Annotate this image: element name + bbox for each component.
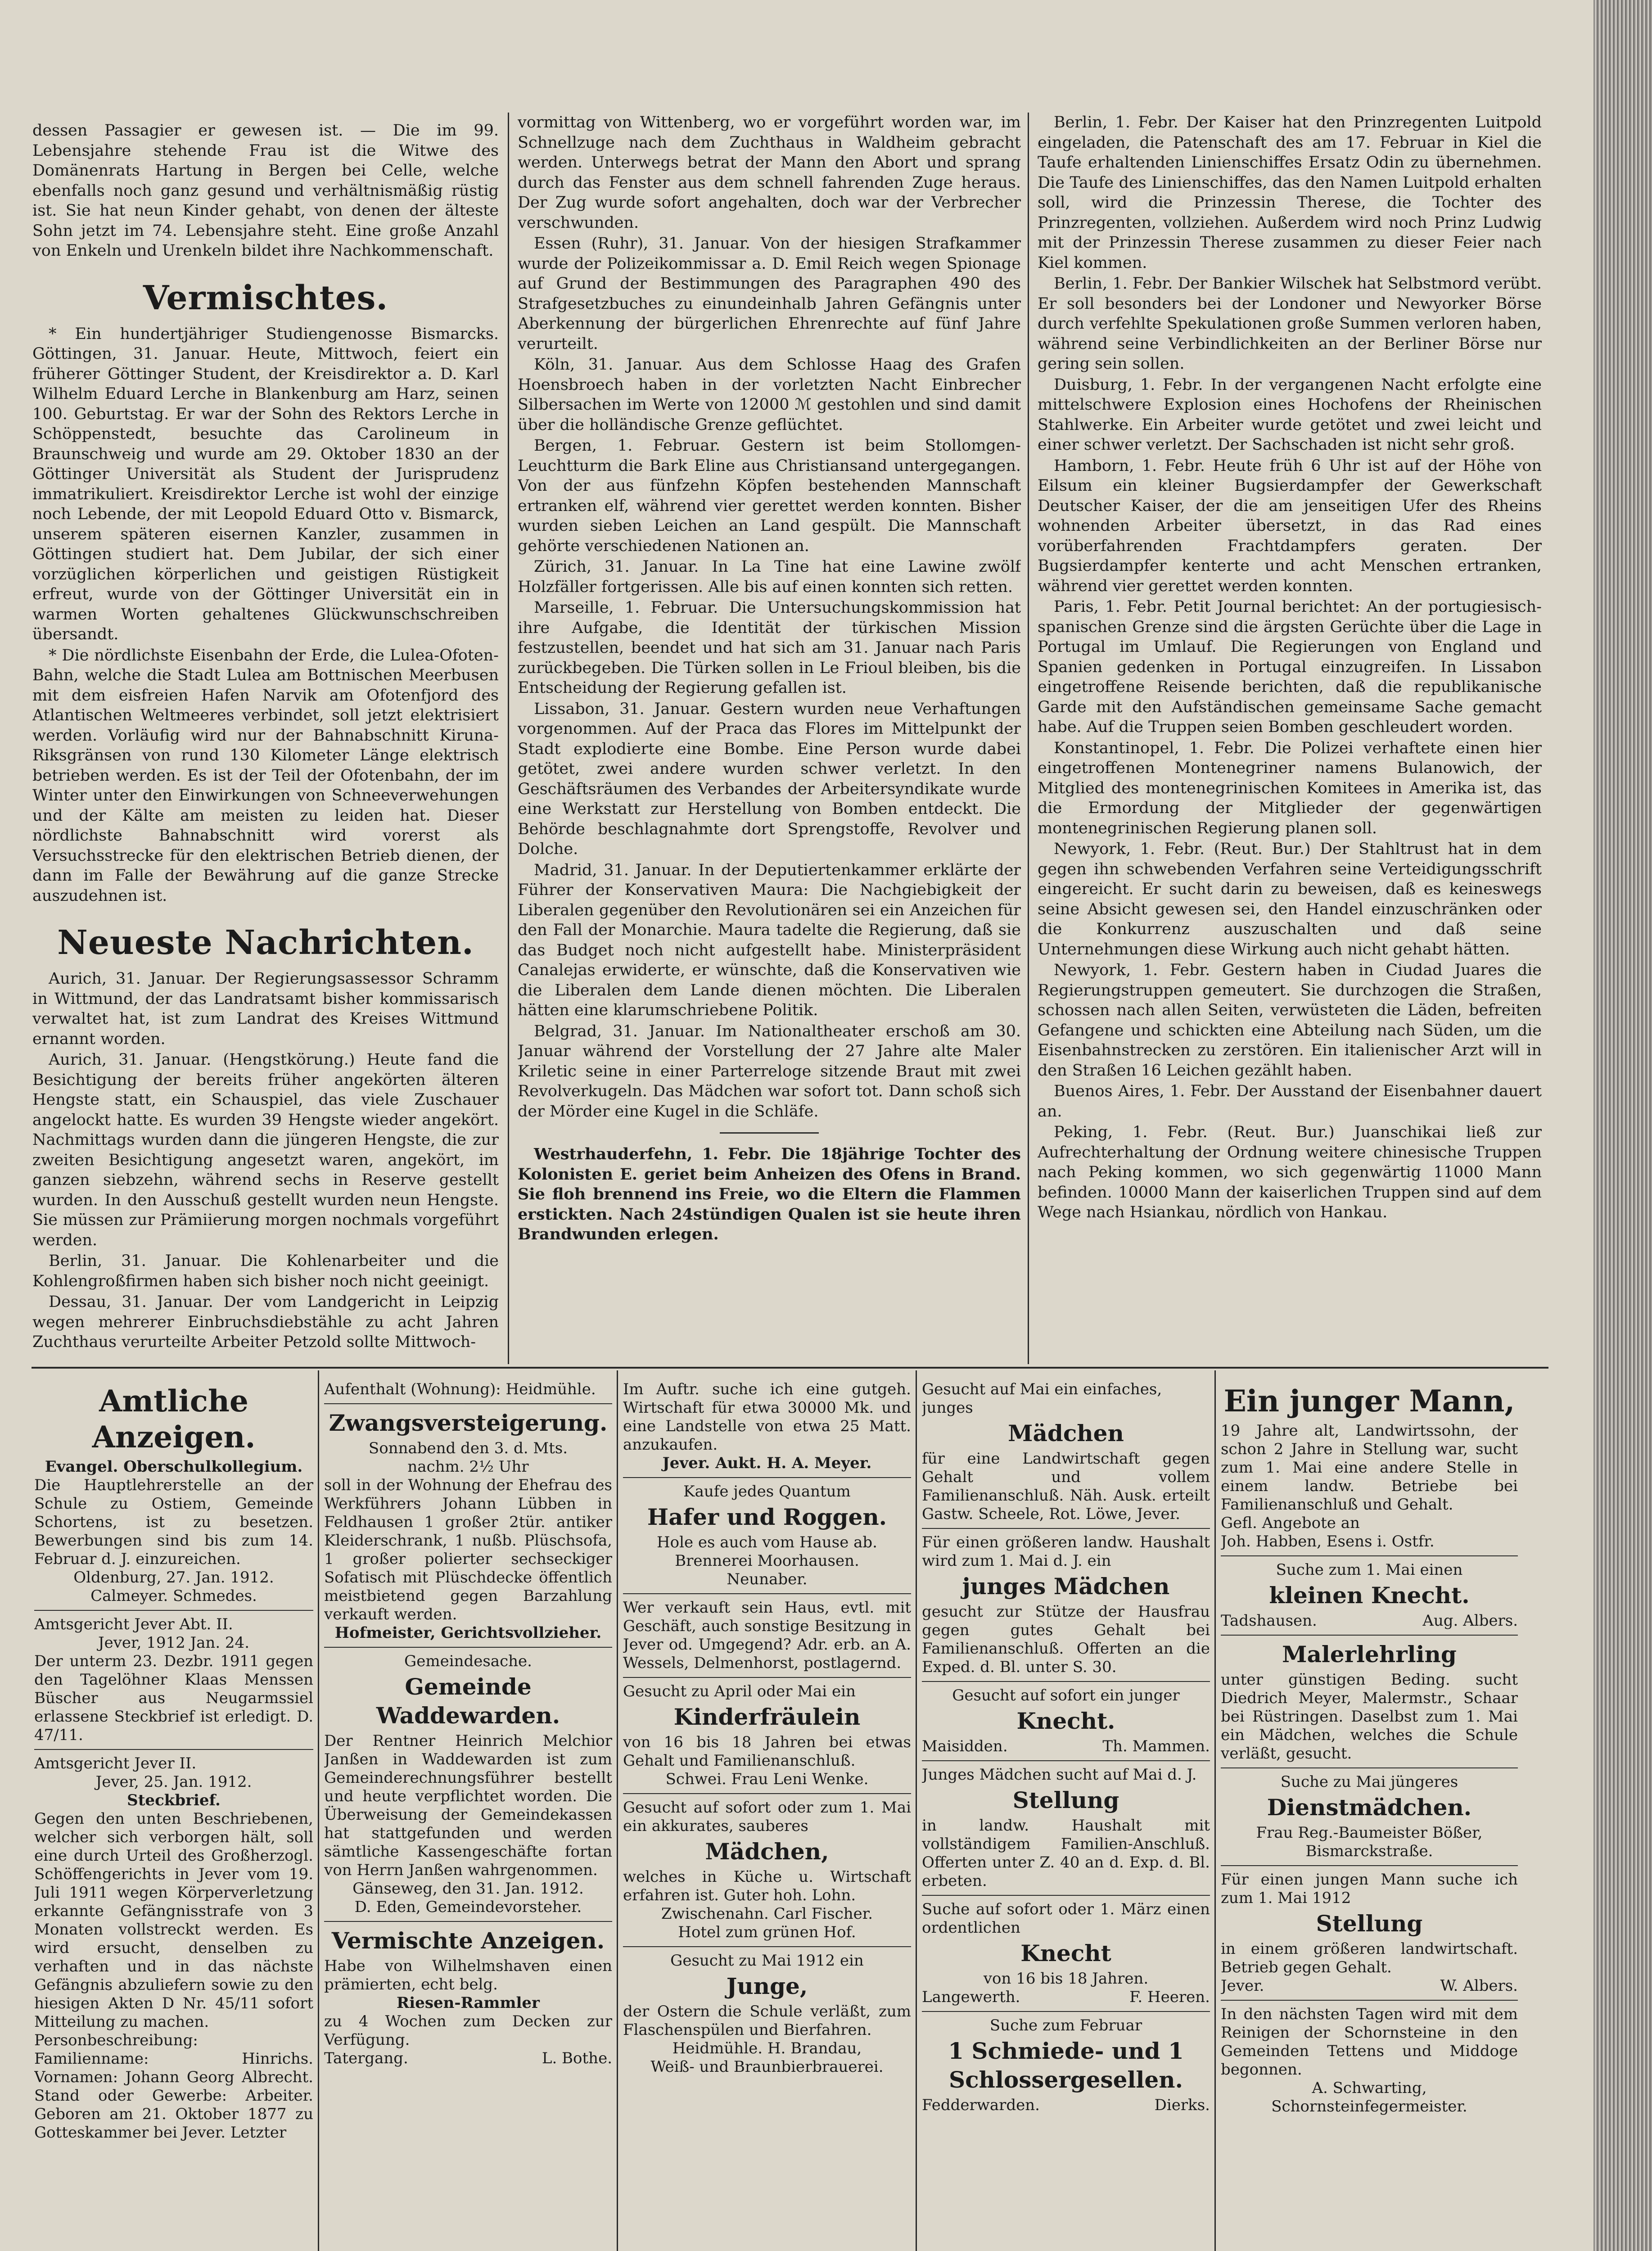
ad-text: Calmeyer. Schmedes.: [90, 1587, 257, 1605]
ad-text: Steckbrief.: [127, 1791, 221, 1809]
ad-text: Suche zu Mai jüngeres: [1280, 1773, 1458, 1791]
ad-signature: [1221, 1977, 1518, 1995]
news-item: Berlin, 1. Febr. Der Kaiser hat den Prinzregenten Luitpold eingeladen, die Patenschaft des am 17. Februar in Kiel die Taufe erhaltenden Linienschiffes Ersatz Odin zu übernehmen. Die Taufe des Linienschiffes, das den Namen Luitpold erhalten soll, wird die Prinzessin Therese, die Tochter des Prinzregenten, vollziehen. Außerdem wird noch Prinz Ludwig mit der Prinzessin Therese zusammen zu dieser Feier nach Kiel kommen.: [1038, 113, 1542, 272]
ad-text: von 16 bis 18 Jahren.: [983, 1970, 1149, 1988]
ad-signature-part: Jever.: [1221, 1977, 1264, 1995]
news-item: Berlin, 1. Febr. Der Bankier Wilschek hat Selbstmord verübt. Er soll besonders bei der Londoner und Newyorker Börse durch verfehlte Spekulationen große Summen verloren haben, während seine Verbindlichkeiten an der Berliner Börse nur gering sein sollen.: [1038, 275, 1542, 373]
ad-text: A. Schwarting,: [1312, 2079, 1427, 2097]
column-rule: [916, 1370, 917, 2251]
ad-text: 19 Jahre alt, Landwirtssohn, der schon 2 Jahre in Stellung war, sucht zum 1. Mai eine andere Stelle in einem landw. Betriebe bei Familienanschluß und Gehalt.: [1221, 1422, 1518, 1514]
ad-separator: [922, 1681, 1210, 1682]
ad-signature-part: F. Heeren.: [1129, 1988, 1210, 2006]
ad-separator: [1221, 1865, 1518, 1866]
ad-signature-part: Maisidden.: [922, 1737, 1008, 1755]
ad-text: Neunaber.: [727, 1570, 808, 1588]
news-item: Belgrad, 31. Januar. Im Nationaltheater erschoß am 30. Januar während der Vorstellung der 27 Jahre alte Maler Kriletic seine in einer Parterreloge sitzende Braut mit zwei Revolverkugeln. Das Mädchen war sofort tot. Dann schoß sich der Mörder eine Kugel in die Schläfe.: [518, 1022, 1021, 1121]
column-rule: [1214, 1370, 1216, 2251]
ad-text: Die Hauptlehrerstelle an der Schule zu Ostiem, Gemeinde Schortens, ist zu besetzen. Bewerbungen sind bis zum 14. Februar d. J. einzureichen.: [34, 1476, 313, 1568]
news-item: Essen (Ruhr), 31. Januar. Von der hiesigen Strafkammer wurde der Polizeikommissar a. D. Emil Reich wegen Spionage auf Grund der Bestimmungen des Paragraphen 490 des Strafgesetzbuches zu einundeinhalb Jahren Gefängnis unter Aberkennung der bürgerlichen Ehrenrechte auf fünf Jahre verurteilt.: [518, 235, 1021, 353]
ad-headline: Kinderfräulein: [673, 1704, 861, 1730]
news-item: Duisburg, 1. Febr. In der vergangenen Nacht erfolgte eine mittelschwere Explosion eines Hochofens der Rheinischen Stahlwerke. Ein Arbeiter wurde getötet und zwei leicht und einer schwer verletzt. Der Sachschaden ist nicht sehr groß.: [1038, 375, 1542, 454]
ad-text: zu 4 Wochen zum Decken zur Verfügung.: [324, 2012, 612, 2049]
news-item: vormittag von Wittenberg, wo er vorgeführt worden war, im Schnellzuge nach dem Zuchthaus in Waldheim gebracht werden. Unterwegs betrat der Mann den Abort und sprang durch das Fenster aus dem schnell fahrenden Zuge heraus. Der Zug wurde sofort angehalten, doch war der Verbrecher verschwunden.: [518, 113, 1021, 232]
news-item: Newyork, 1. Febr. (Reut. Bur.) Der Stahltrust hat in dem gegen ihn schwebenden Verfahren seine Verteidigungsschrift eingereicht. Er sucht darin zu beweisen, daß es keineswegs seine Absicht gewesen sei, den Handel einzuschränken oder die Konkurrenz auszuschalten und daß seine Unternehmungen diese Wirkung auch nicht gehabt hätten.: [1038, 840, 1542, 958]
ad-text: Gemeindesache.: [404, 1652, 532, 1670]
ad-text: Im Auftr. suche ich eine gutgeh. Wirtschaft für etwa 30000 Mk. und eine Landstelle von etwa 25 Matt. anzukaufen.: [623, 1380, 911, 1454]
news-item: Lissabon, 31. Januar. Gestern wurden neue Verhaftungen vorgenommen. Auf der Praca das Flores im Mittelpunkt der Stadt explodierte eine Bombe. Eine Person wurde dabei getötet, zwei andere wurden schwer verletzt. In den Geschäftsräumen des Verbandes der Arbeitersyndikate wurde eine Werkstatt zur Herstellung von Bomben entdeckt. Die Behörde beschlagnahmte dort Sprengstoffe, Revolver und Dolche.: [518, 700, 1021, 858]
ad-headline: Zwangsversteigerung.: [329, 1410, 608, 1436]
ad-text: Hofmeister, Gerichtsvollzieher.: [334, 1624, 602, 1642]
ad-signature-part: Langewerth.: [922, 1988, 1020, 2006]
ad-separator: [324, 1647, 612, 1648]
ads-column-4: [922, 1380, 1210, 2251]
news-item: Madrid, 31. Januar. In der Deputiertenkammer erklärte der Führer der Konservativen Maura: Die Nachgiebigkeit der Liberalen gegenüber den Revolutionären sei ein Anzeichen für den Fall der Monarchie. Maura tadelte die Regierung, daß sie das Budget noch nicht aufgestellt habe. Ministerpräsident Canalejas erwiderte, er wünschte, daß die Konservativen wie die Liberalen dem Lande dienen möchten. Die Liberalen hätten eine klarumschriebene Politik.: [518, 861, 1021, 1019]
ad-signature-part: Tadshausen.: [1221, 1612, 1317, 1630]
ads-column-3: [623, 1380, 911, 2251]
column-rule: [617, 1370, 618, 2251]
ad-text: Der unterm 23. Dezbr. 1911 gegen den Tagelöhner Klaas Menssen Büscher aus Neugarmssiel erlassene Steckbrief ist erledigt. D. 47/11.: [34, 1652, 313, 1744]
ad-headline: Junge,: [726, 1973, 808, 1999]
ad-separator: [1221, 1555, 1518, 1556]
ad-signature-part: L. Bothe.: [542, 2049, 612, 2067]
ad-text: Suche zum Februar: [989, 2016, 1142, 2034]
article-separator: [720, 1132, 819, 1134]
news-item: dessen Passagier er gewesen ist. — Die im 99. Lebensjahre stehende Frau ist die Witwe des Domänenrats Hartung in Bergen bei Celle, welche ebenfalls noch ganz gesund und verhältnismäßig rüstig ist. Sie hat neun Kinder gehabt, von denen der älteste Sohn jetzt im 74. Lebensjahre steht. Eine große Anzahl von Enkeln und Urenkeln bildet ihre Nachkommenschaft.: [32, 122, 499, 260]
ad-text: Gänseweg, den 31. Jan. 1912.: [352, 1880, 584, 1898]
news-item: Paris, 1. Febr. Petit Journal berichtet: An der portugiesisch-spanischen Grenze sind die ärgsten Gerüchte über die Lage in Portugal im Umlauf. Die Regierungen von England und Spanien gedenken in Portugal einzugreifen. In Lissabon eingetroffene Reisende berichten, daß die republikanische Garde mit den Aufständischen gemeinsame Sache gemacht habe. Auf die Truppen seien Bomben geschleudert worden.: [1038, 598, 1542, 736]
news-item: Aurich, 31. Januar. Der Regierungsassessor Schramm in Wittmund, der das Landratsamt bisher kommissarisch verwaltet hat, ist zum Landrat des Kreises Wittmund ernannt worden.: [32, 970, 499, 1048]
ad-headline: Vermischte Anzeigen.: [331, 1927, 605, 1954]
news-item: Konstantinopel, 1. Febr. Die Polizei verhaftete einen hier eingetroffenen Montenegriner namens Bulanowich, der Mitglied des montenegrinischen Komitees in Amerika ist, das die Ermordung der Mitglieder der gegenwärtigen montenegrinischen Regierung planen soll.: [1038, 739, 1542, 837]
ad-text: für eine Landwirtschaft gegen Gehalt und vollem Familienanschluß. Näh. Ausk. erteilt Gastw. Scheele, Rot. Löwe, Jever.: [922, 1450, 1210, 1523]
ad-separator: [623, 1793, 911, 1794]
news-column-3: [1038, 113, 1542, 1364]
ad-text: Frau Reg.-Baumeister Bößer, Bismarckstraße.: [1256, 1824, 1483, 1860]
ad-signature: [324, 2049, 612, 2068]
ad-text: Brennerei Moorhausen.: [675, 1552, 859, 1570]
ad-text: Jever, 1912 Jan. 24.: [98, 1634, 250, 1652]
ad-signature-part: Fedderwarden.: [922, 2096, 1040, 2114]
news-item: Bergen, 1. Februar. Gestern ist beim Stollomgen-Leuchtturm die Bark Eline aus Christiansand untergegangen. Von der aus fünfzehn Köpfen bestehenden Mannschaft ertranken elf, während vier gerettet werden konnten. Bisher wurden sieben Leichen an Land gespült. Die Mannschaft gehörte verschiedenen Nationen an.: [518, 437, 1021, 555]
ad-separator: [623, 1946, 911, 1947]
ad-text: in einem größeren landwirtschaft. Betrieb gegen Gehalt.: [1221, 1940, 1518, 1976]
ad-text: Für einen größeren landw. Haushalt wird zum 1. Mai d. J. ein: [922, 1533, 1210, 1570]
ads-separator-rule: [32, 1367, 1548, 1369]
ad-text: Kaufe jedes Quantum: [683, 1483, 851, 1501]
ad-headline: 1 Schmiede- und 1 Schlossergesellen.: [948, 2038, 1184, 2093]
news-item: Westrhauderfehn, 1. Febr. Die 18jährige Tochter des Kolonisten E. geriet beim Anheizen des Ofens in Brand. Sie floh brennend ins Freie, wo die Eltern die Flammen erstickten. Nach 24stündigen Qualen ist sie heute ihren Brandwunden erlegen.: [518, 1145, 1021, 1243]
ad-text: in landw. Haushalt mit vollständigem Familien-Anschluß. Offerten unter Z. 40 an d. Exp. d. Bl. erbeten.: [922, 1817, 1210, 1890]
ad-text: welches in Küche u. Wirtschaft erfahren ist. Guter hoh. Lohn.: [623, 1868, 911, 1904]
ad-text: Gesucht zu Mai 1912 ein: [670, 1952, 864, 1970]
ad-separator: [922, 1528, 1210, 1529]
ad-text: Schornsteinfegermeister.: [1271, 2097, 1467, 2115]
news-item: Peking, 1. Febr. (Reut. Bur.) Juanschikai ließ zur Aufrechterhaltung der Ordnung weitere chinesische Truppen nach Peking kommen, wo sich gegenwärtig 11000 Mann befinden. 10000 Mann der kaiserlichen Truppen sind auf dem Wege nach Hsiankau, nördlich von Hankau.: [1038, 1123, 1542, 1221]
ad-text: D. Eden, Gemeindevorsteher.: [354, 1898, 582, 1916]
ad-text: nachm. 2½ Uhr: [407, 1458, 529, 1476]
news-column-2: [518, 113, 1021, 1364]
ad-text: Personbeschreibung: Familienname: Hinrichs. Vornamen: Johann Georg Albrecht. Stand oder Gewerbe: Arbeiter. Geboren am 21. Oktober 1877 zu Gotteskammer bei Jever. Letzter: [34, 2031, 313, 2142]
section-heading: Neueste Nachrichten.: [57, 923, 474, 962]
ad-headline: Knecht.: [1016, 1708, 1115, 1734]
ad-signature: [922, 1988, 1210, 2007]
section-heading: Vermischtes.: [143, 278, 388, 317]
ads-column-2: [324, 1380, 612, 2251]
ad-text: Weiß- und Braunbierbrauerei.: [650, 2058, 884, 2076]
ad-separator: [324, 1403, 612, 1404]
ad-text: Gesucht auf Mai ein einfaches, junges: [922, 1380, 1162, 1417]
ads-column-5: [1221, 1380, 1518, 2251]
column-rule: [508, 113, 509, 1364]
ad-separator: [1221, 1767, 1518, 1768]
ad-text: Amtsgericht Jever II.: [34, 1754, 197, 1772]
ad-signature: [1221, 1612, 1518, 1630]
ad-text: Jever. Aukt. H. A. Meyer.: [662, 1454, 872, 1472]
ad-text: Junges Mädchen sucht auf Mai d. J.: [922, 1766, 1197, 1784]
ad-signature-part: W. Albers.: [1440, 1977, 1518, 1995]
ad-separator: [34, 1610, 313, 1611]
ad-headline: Gemeinde Waddewarden.: [376, 1673, 560, 1729]
ad-text: Joh. Habben, Esens i. Ostfr.: [1221, 1532, 1435, 1550]
ad-text: soll in der Wohnung der Ehefrau des Werkführers Johann Lübben in Feldhausen 1 großer 2tür. antiker Kleiderschrank, 1 nußb. Plüschsofa, 1 großer polierter sechseckiger Sofatisch mit Plüschdecke öffentlich meistbietend gegen Barzahlung verkauft werden.: [324, 1476, 612, 1623]
news-item: Zürich, 31. Januar. In La Tine hat eine Lawine zwölf Holzfäller fortgerissen. Alle bis auf einen konnten sich retten.: [518, 558, 1021, 596]
ad-headline: Knecht: [1020, 1940, 1111, 1966]
ad-text: Gegen den unten Beschriebenen, welcher sich verborgen hält, soll eine durch Urteil des Großherzogl. Schöffengerichts in Jever vom 19. Juli 1911 wegen Körperverletzung erkannte Gefängnisstrafe von 3 Monaten vollstreckt werden. Es wird ersucht, denselben zu verhaften und in das nächste Gefängnis abzuliefern sowie zu den hiesigen Akten D Nr. 45/11 sofort Mitteilung zu machen.: [34, 1810, 313, 2031]
ad-text: Riesen-Rammler: [397, 1994, 540, 2012]
ad-separator: [623, 1677, 911, 1678]
ad-signature-part: Aug. Albers.: [1422, 1612, 1518, 1630]
ad-text: Hole es auch vom Hause ab.: [657, 1533, 877, 1551]
news-item: Hamborn, 1. Febr. Heute früh 6 Uhr ist auf der Höhe von Eilsum ein kleiner Bugsierdampfer der Gewerkschaft Deutscher Kaiser, der die am jenseitigen Ufer des Rheins wohnenden Arbeiter übersetzt, in das Rad eines vorüberfahrenden Frachtdampfers geraten. Der Bugsierdampfer kenterte und acht Menschen ertranken, während vier gerettet werden konnten.: [1038, 457, 1542, 595]
ad-text: Suche auf sofort oder 1. März einen ordentlichen: [922, 1900, 1210, 1937]
ad-separator: [922, 1760, 1210, 1761]
ad-text: Evangel. Oberschulkollegium.: [45, 1458, 303, 1476]
ad-text: Der Rentner Heinrich Melchior Janßen in Waddewarden ist zum Gemeinderechnungsführer bestellt und heute verpflichtet worden. Die Überweisung der Gemeindekassen hat stattgefunden und werden sämtliche Kassengeschäfte fortan von Herrn Janßen wahrgenommen.: [324, 1732, 612, 1879]
ad-text: Gesucht auf sofort oder zum 1. Mai ein akkurates, sauberes: [623, 1799, 911, 1835]
ad-signature: [922, 2096, 1210, 2115]
ad-text: gesucht zur Stütze der Hausfrau gegen gutes Gehalt bei Familienanschluß. Offerten an die Exped. d. Bl. unter S. 30.: [922, 1603, 1210, 1676]
ad-text: In den nächsten Tagen wird mit dem Reinigen der Schornsteine in den Gemeinden Tettens und Middoge begonnen.: [1221, 2005, 1518, 2079]
ad-text: Zwischenahn. Carl Fischer.: [661, 1905, 873, 1923]
ad-separator: [1221, 2000, 1518, 2001]
ad-text: Sonnabend den 3. d. Mts.: [368, 1439, 568, 1457]
news-item: * Ein hundertjähriger Studiengenosse Bismarcks. Göttingen, 31. Januar. Heute, Mittwoch, feiert ein früherer Göttinger Student, der Kreisdirektor a. D. Karl Wilhelm Eduard Lerche in Blankenburg am Harz, seinen 100. Geburtstag. Er war der Sohn des Rektors Lerche in Schöppenstedt, besuchte das Carolineum in Braunschweig und wurde am 29. Oktober 1830 an der Göttinger Universität als Student der Jurisprudenz immatrikuliert. Kreisdirektor Lerche ist wohl der einzige noch Lebende, der mit Leopold Eduard Otto v. Bismarck, unserem späteren eisernen Kanzler, zusammen in Göttingen studiert hat. Dem Jubilar, der sich einer vorzüglichen körperlichen und geistigen Rüstigkeit erfreut, wurde von der Göttinger Universität ein in warmen Worten gehaltenes Glückwunschschreiben übersandt.: [32, 325, 499, 643]
ad-headline: Malerlehrling: [1282, 1641, 1457, 1668]
ad-signature-part: Th. Mammen.: [1102, 1737, 1210, 1755]
news-item: Berlin, 31. Januar. Die Kohlenarbeiter und die Kohlengroßfirmen haben sich bisher noch nicht geeinigt.: [32, 1252, 499, 1290]
ads-column-1: [34, 1380, 313, 2251]
news-column-1: [32, 121, 499, 1356]
ad-signature-part: Dierks.: [1154, 2096, 1210, 2114]
ad-headline: Stellung: [1012, 1787, 1119, 1813]
ad-text: Wer verkauft sein Haus, evtl. mit Geschäft, auch sonstige Besitzung in Jever od. Umgegend? Adr. erb. an A. Wessels, Delmenhorst, postlagernd.: [623, 1599, 911, 1672]
ad-text: Gefl. Angebote an: [1221, 1514, 1360, 1532]
news-item: Dessau, 31. Januar. Der vom Landgericht in Leipzig wegen mehrerer Einbruchsdiebstähle zu acht Jahren Zuchthaus verurteilte Arbeiter Petzold sollte Mittwoch-: [32, 1293, 499, 1351]
ad-headline: Ein junger Mann,: [1223, 1383, 1515, 1419]
news-item: Köln, 31. Januar. Aus dem Schlosse Haag des Grafen Hoensbroech haben in der vorletzten Nacht Einbrecher Silbersachen im Werte von 12000 ℳ gestohlen und sind damit über die holländische Grenze geflüchtet.: [518, 356, 1021, 434]
ad-text: Heidmühle. H. Brandau,: [672, 2039, 862, 2057]
ad-text: Habe von Wilhelmshaven einen prämierten, echt belg.: [324, 1957, 612, 1993]
ad-text: Hotel zum grünen Hof.: [678, 1923, 856, 1941]
ad-headline: Stellung: [1316, 1910, 1423, 1937]
ad-text: von 16 bis 18 Jahren bei etwas Gehalt und Familienanschluß.: [623, 1733, 911, 1770]
book-page-edges: [1593, 0, 1652, 2251]
column-rule: [318, 1370, 319, 2251]
ad-text: Gesucht auf sofort ein junger: [952, 1686, 1180, 1704]
ad-headline: Hafer und Roggen.: [647, 1504, 887, 1530]
ad-separator: [34, 1749, 313, 1750]
ad-separator: [922, 1895, 1210, 1896]
ad-headline: kleinen Knecht.: [1269, 1582, 1470, 1609]
ad-text: Jever, 25. Jan. 1912.: [95, 1773, 252, 1791]
ad-headline: Amtliche Anzeigen.: [92, 1383, 256, 1455]
news-item: Newyork, 1. Febr. Gestern haben in Ciudad Juares die Regierungstruppen gemeutert. Sie durchzogen die Straßen, schossen nach allen Seiten, verwüsteten die Läden, befreiten Gefangene und schickten eine Abteilung nach Süden, um die Eisenbahnstrecken zu zerstören. Ein italienischer Arzt will in den Straßen 16 Leichen gezählt haben.: [1038, 961, 1542, 1080]
ad-separator: [324, 1921, 612, 1922]
ad-text: Amtsgericht Jever Abt. II.: [34, 1615, 233, 1633]
ad-text: Schwei. Frau Leni Wenke.: [665, 1770, 869, 1788]
ad-headline: junges Mädchen: [962, 1573, 1170, 1600]
ad-headline: Mädchen: [1008, 1420, 1124, 1446]
ad-separator: [922, 2011, 1210, 2012]
ad-text: Aufenthalt (Wohnung): Heidmühle.: [324, 1380, 596, 1398]
ad-headline: Dienstmädchen.: [1267, 1794, 1472, 1821]
ad-signature: [922, 1737, 1210, 1756]
ad-separator: [623, 1593, 911, 1594]
ad-text: Oldenburg, 27. Jan. 1912.: [73, 1568, 274, 1587]
news-item: Aurich, 31. Januar. (Hengstkörung.) Heute fand die Besichtigung der bereits früher angekörten älteren Hengste statt, ein Schauspiel, das viele Zuschauer angelockt hatte. Es wurden 39 Hengste wieder angekört. Nachmittags wurden dann die jüngeren Hengste, die zur zweiten Besichtigung angesetzt waren, angekört, im ganzen siebzehn, während sechs in Reserve gestellt wurden. In den Ausschuß gestellt wurden neun Hengste. Sie müssen zur Prämiierung morgen nochmals vorgeführt werden.: [32, 1051, 499, 1249]
ad-text: der Ostern die Schule verläßt, zum Flaschenspülen und Bierfahren.: [623, 2002, 911, 2039]
ad-signature-part: Tatergang.: [324, 2049, 408, 2067]
ad-text: Für einen jungen Mann suche ich zum 1. Mai 1912: [1221, 1871, 1518, 1907]
ad-separator: [1221, 1635, 1518, 1636]
news-item: Buenos Aires, 1. Febr. Der Ausstand der Eisenbahner dauert an.: [1038, 1082, 1542, 1121]
ad-text: Suche zum 1. Mai einen: [1276, 1561, 1463, 1579]
ad-headline: Mädchen,: [705, 1838, 829, 1865]
ad-text: unter günstigen Beding. sucht Diedrich Meyer, Malermstr., Schaar bei Rüstringen. Daselbst zum 1. Mai ein Mädchen, welches die Schule verläßt, gesucht.: [1221, 1671, 1518, 1763]
column-rule: [1028, 113, 1029, 1364]
ad-text: Gesucht zu April oder Mai ein: [623, 1682, 856, 1700]
news-item: * Die nördlichste Eisenbahn der Erde, die Lulea-Ofoten-Bahn, welche die Stadt Lulea am Bottnischen Meerbusen mit dem eisfreien Hafen Narvik am Ofotenfjord des Atlantischen Weltmeeres verbindet, soll jetzt elektrisiert werden. Vorläufig wird nur der Bahnabschnitt Kiruna-Riksgränsen von rund 130 Kilometer Länge elektrisch betrieben werden. Es ist der Teil der Ofotenbahn, der im Winter unter den Einwirkungen von Schneeverwehungen und der Kälte am meisten zu leiden hat. Dieser nördlichste Bahnabschnitt wird vorerst als Versuchsstrecke für den elektrischen Betrieb dienen, der dann im Falle der Bewährung auf die ganze Strecke auszudehnen ist.: [32, 646, 499, 905]
news-item: Marseille, 1. Februar. Die Untersuchungskommission hat ihre Aufgabe, die Identität der türkischen Mission festzustellen, beendet und hat sich am 31. Januar nach Paris zurückbegeben. Die Türken sollen in Le Frioul bleiben, bis die Entscheidung der Regierung gefallen ist.: [518, 599, 1021, 697]
ad-separator: [623, 1477, 911, 1478]
